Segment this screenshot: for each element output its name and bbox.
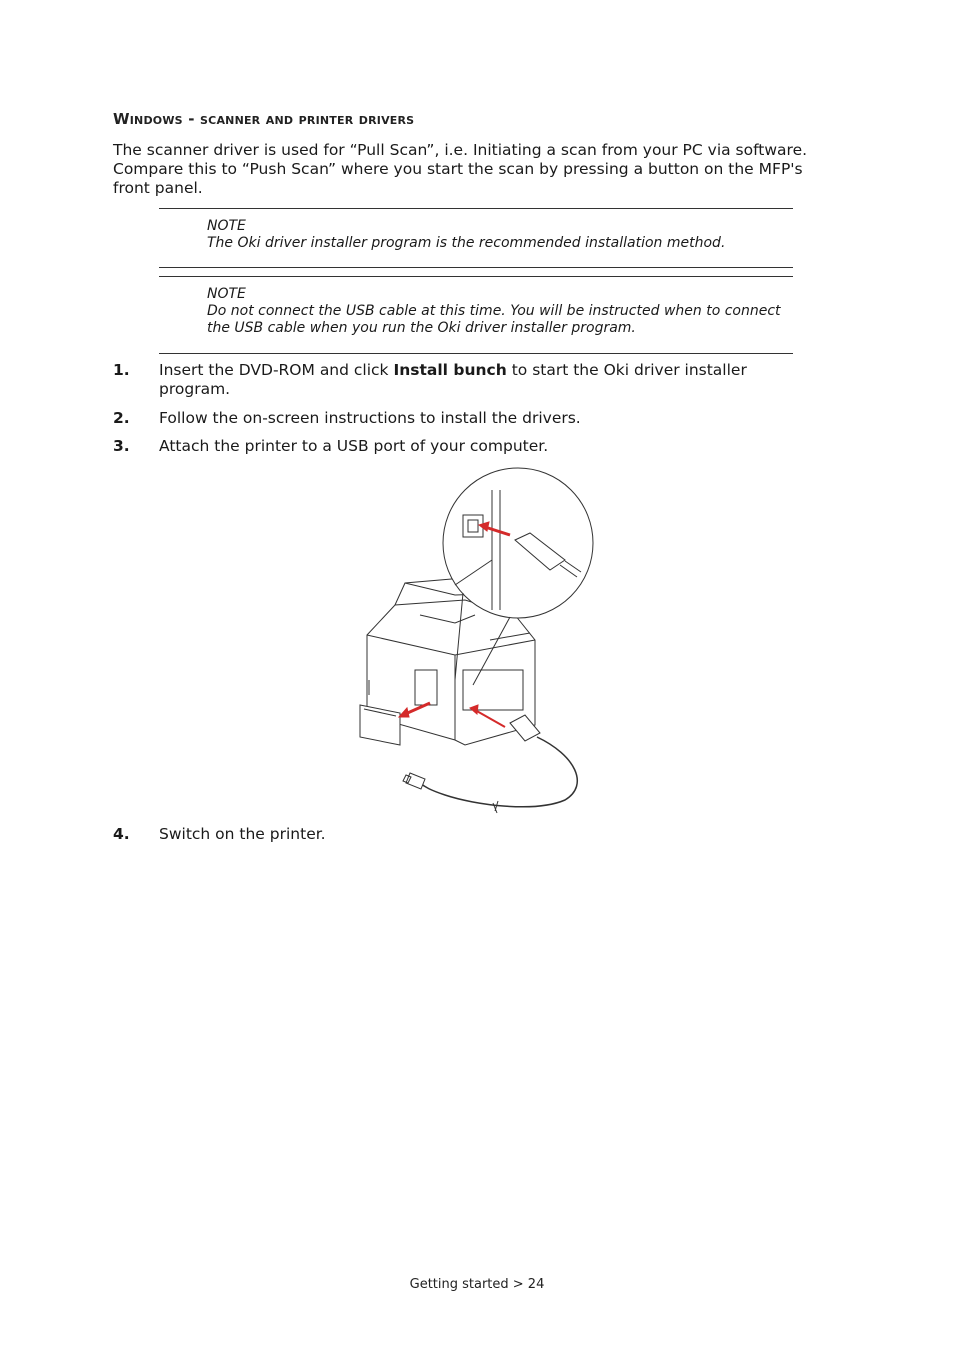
step-number: 3.	[113, 437, 130, 455]
note-text: Do not connect the USB cable at this time. You will be instructed when to connect the USB cable when you run the Oki driver installer program.	[207, 303, 781, 336]
step-number: 1.	[113, 361, 130, 379]
step-number: 2.	[113, 409, 130, 427]
step-text: Switch on the printer.	[159, 825, 326, 843]
install-bunch-label: Install bunch	[393, 361, 507, 379]
step-number: 4.	[113, 825, 130, 843]
intro-paragraph: The scanner driver is used for “Pull Scan”, i.e. Initiating a scan from your PC via software. Compare this to “Push Scan” where you start the scan by pressing a button on the MFP's front panel.	[113, 141, 808, 197]
step-text: Follow the on-screen instructions to install the drivers.	[159, 409, 581, 427]
step-text: Attach the printer to a USB port of your computer.	[159, 437, 549, 455]
note-box	[159, 208, 793, 268]
note-label: NOTE	[207, 218, 246, 234]
usb-a-plug-icon	[403, 773, 425, 789]
note-text: The Oki driver installer program is the recommended installation method.	[207, 235, 726, 251]
step-text: Insert the DVD-ROM and click Install bunch to start the Oki driver installer program.	[159, 361, 747, 398]
page-footer: Getting started > 24	[409, 1277, 545, 1292]
section-heading: Windows - scanner and printer drivers	[113, 110, 415, 128]
note-box	[159, 276, 793, 354]
usb-connection-illustration	[355, 465, 600, 815]
note-label: NOTE	[207, 286, 246, 302]
